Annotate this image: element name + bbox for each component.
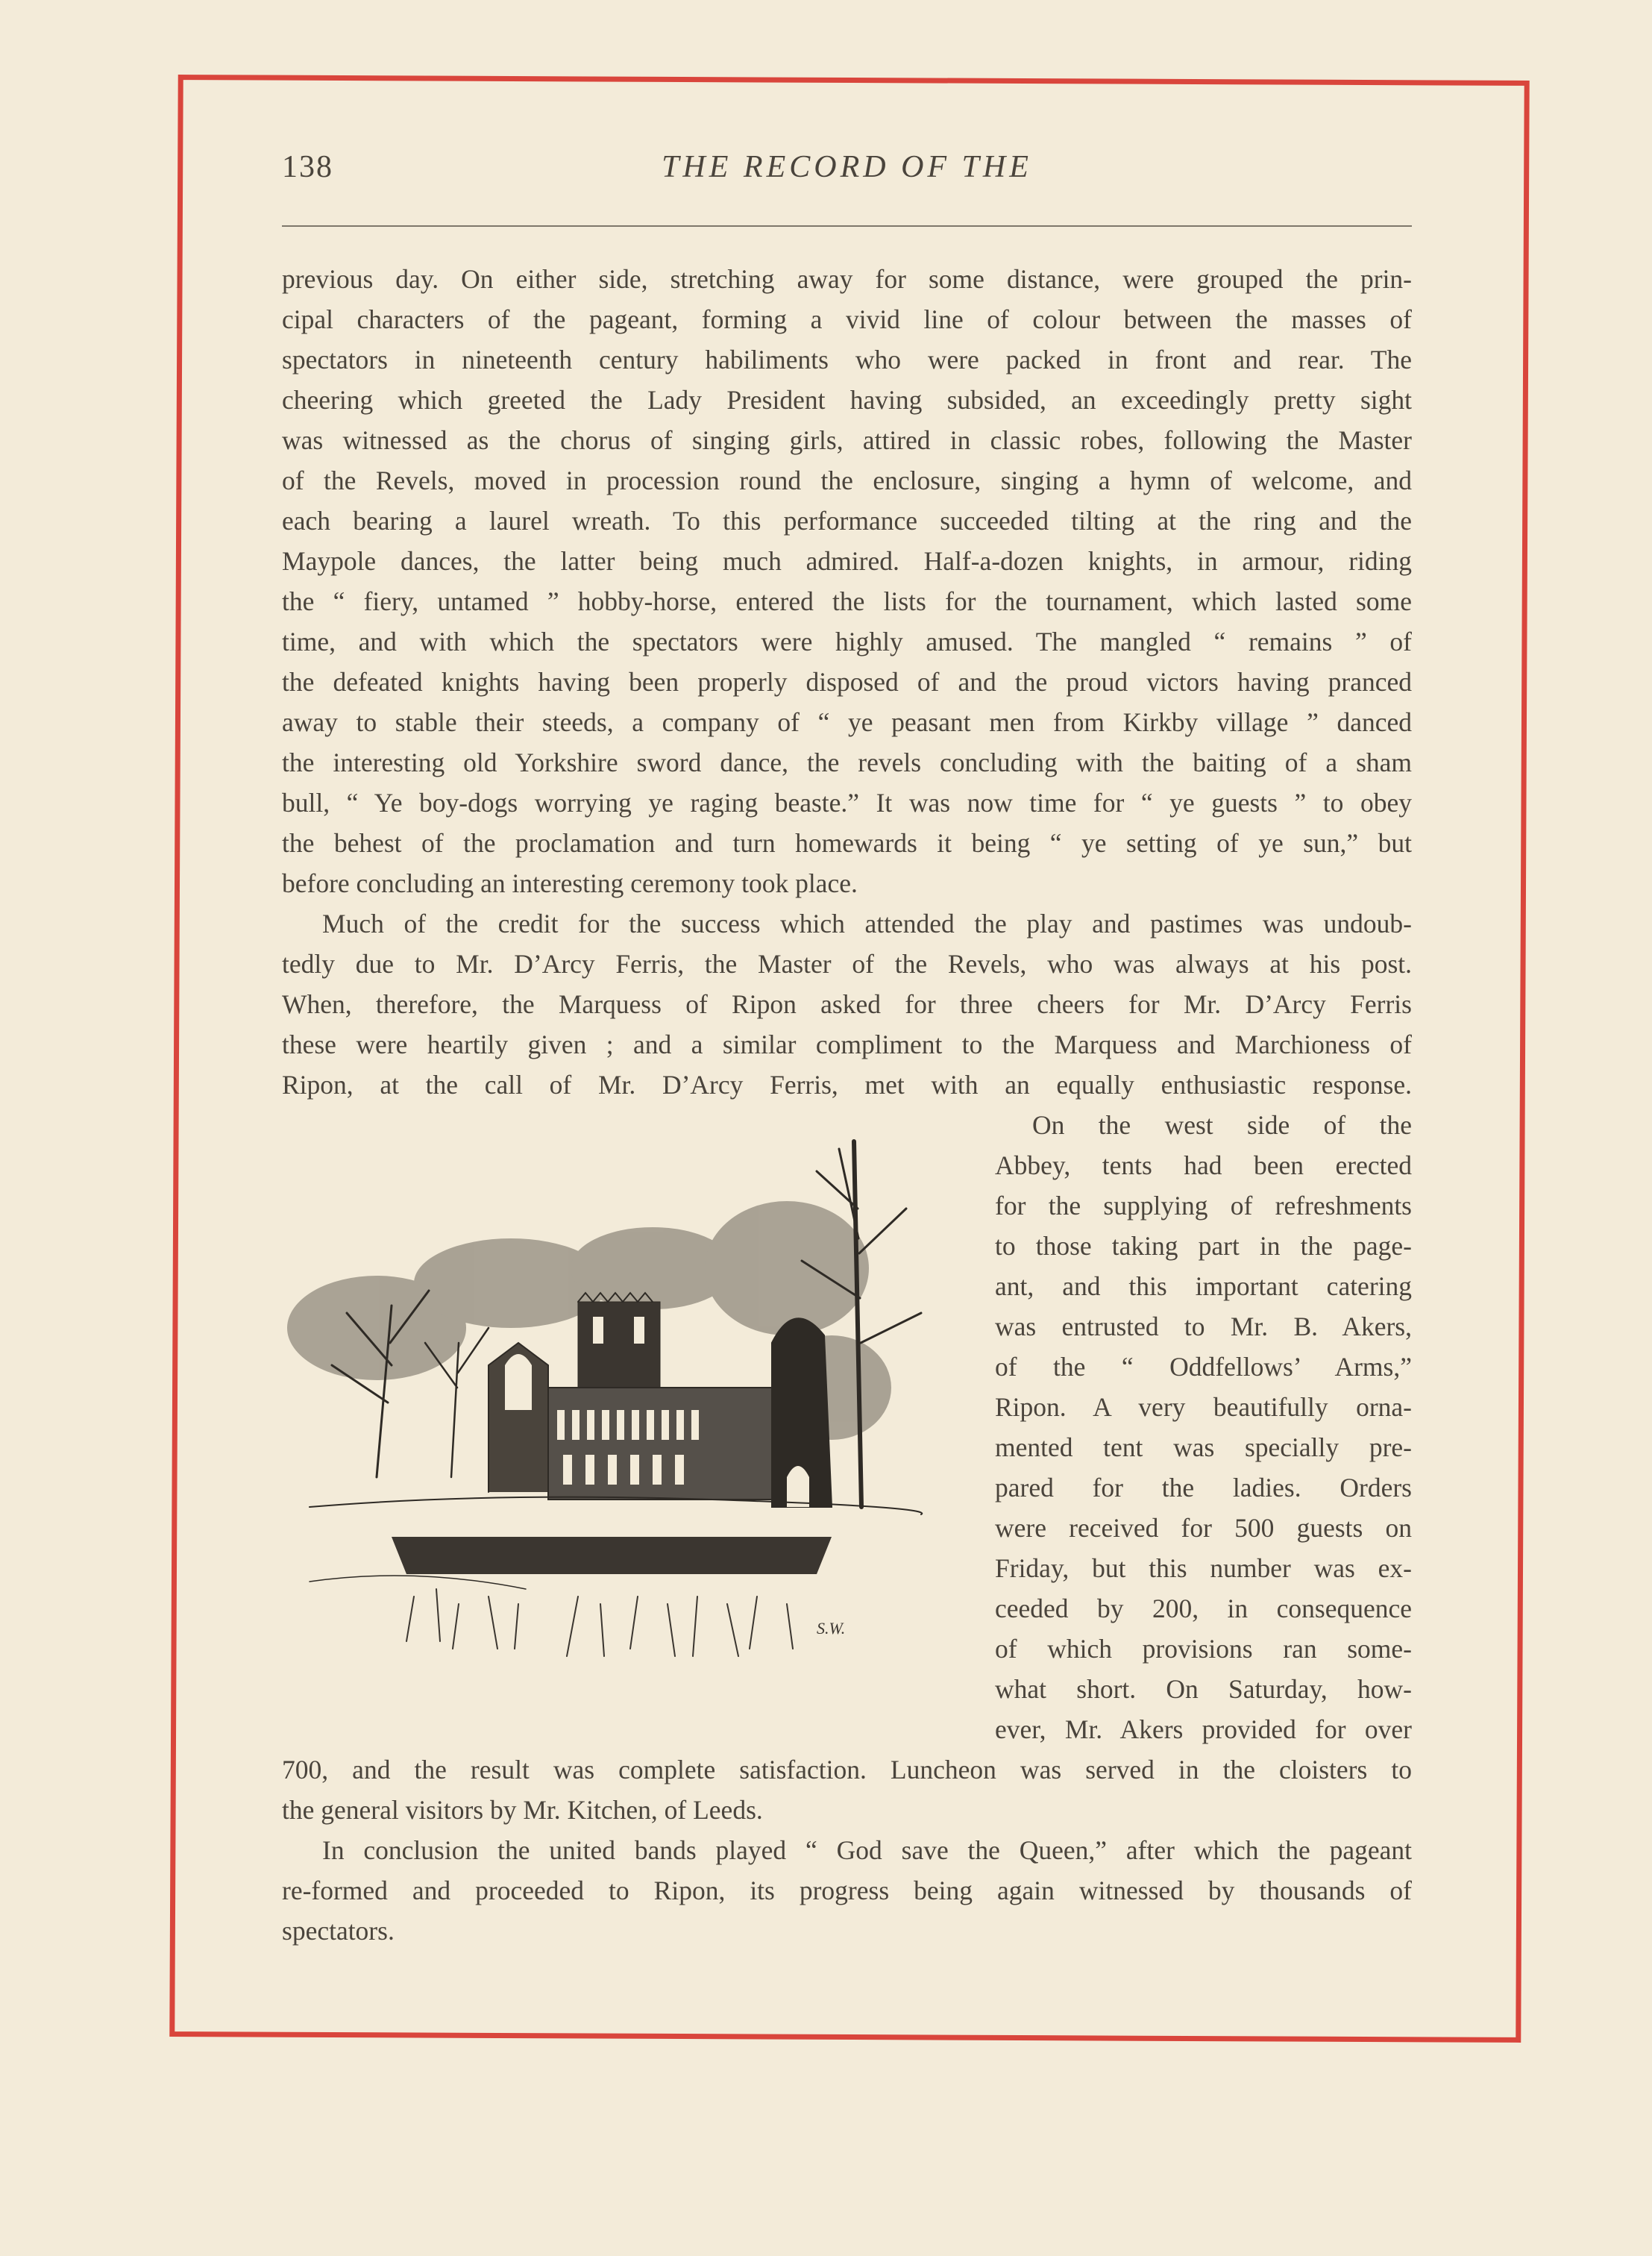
text-line: were received for 500 guests on — [995, 1513, 1412, 1543]
text-line: Abbey, tents had been erected — [995, 1150, 1412, 1180]
text-line: of the Revels, moved in procession round the enclosure, singing a hymn of welcome, and — [282, 466, 1412, 495]
text-line: spectators in nineteenth century habiliments who were packed in front and rear. The — [282, 345, 1412, 375]
text-line: When, therefore, the Marquess of Ripon asked for three cheers for Mr. D’Arcy Ferris — [282, 989, 1412, 1019]
text-line: spectators. — [282, 1916, 395, 1946]
text-line: the general visitors by Mr. Kitchen, of Leeds. — [282, 1795, 763, 1825]
text-line: In conclusion the united bands played “ God save the Queen,” after which the pageant — [322, 1835, 1412, 1865]
text-line: away to stable their steeds, a company of “ ye peasant men from Kirkby village ” danced — [282, 707, 1412, 737]
text-line: re-formed and proceeded to Ripon, its progress being again witnessed by thousands of — [282, 1876, 1412, 1905]
text-line: On the west side of the — [1032, 1110, 1412, 1140]
page-number: 138 — [282, 150, 333, 184]
text-line: tedly due to Mr. D’Arcy Ferris, the Master of the Revels, who was always at his post. — [282, 949, 1412, 979]
text-line: Friday, but this number was ex- — [995, 1553, 1412, 1583]
abbey-engraving — [265, 1119, 951, 1716]
text-line: was entrusted to Mr. B. Akers, — [995, 1312, 1412, 1341]
text-line: cheering which greeted the Lady President having subsided, an exceedingly pretty sight — [282, 385, 1412, 415]
text-line: Ripon, at the call of Mr. D’Arcy Ferris, met with an equally enthusiastic response. — [282, 1070, 1412, 1100]
text-line: these were heartily given ; and a similar compliment to the Marquess and Marchioness of — [282, 1030, 1412, 1059]
text-line: the defeated knights having been properly disposed of and the proud victors having pranced — [282, 667, 1412, 697]
text-line: before concluding an interesting ceremony took place. — [282, 868, 858, 898]
text-line: each bearing a laurel wreath. To this performance succeeded tilting at the ring and the — [282, 506, 1412, 536]
text-line: bull, “ Ye boy-dogs worrying ye raging beaste.” It was now time for “ ye guests ” to obey — [282, 788, 1412, 818]
text-line: Much of the credit for the success which attended the play and pastimes was undoub- — [322, 909, 1412, 939]
text-line: the behest of the proclamation and turn homewards it being “ ye setting of ye sun,” but — [282, 828, 1412, 858]
text-line: previous day. On either side, stretching away for some distance, were grouped the prin- — [282, 264, 1412, 294]
running-title: THE RECORD OF THE — [662, 150, 1032, 184]
text-line: mented tent was specially pre- — [995, 1432, 1412, 1462]
running-header — [282, 149, 1412, 194]
text-line: to those taking part in the page- — [995, 1231, 1412, 1261]
text-line: of the “ Oddfellows’ Arms,” — [995, 1352, 1412, 1382]
text-line: 700, and the result was complete satisfaction. Luncheon was served in the cloisters to — [282, 1755, 1412, 1785]
text-line: time, and with which the spectators were highly amused. The mangled “ remains ” of — [282, 627, 1412, 657]
text-line: Ripon. A very beautifully orna- — [995, 1392, 1412, 1422]
text-line: what short. On Saturday, how- — [995, 1674, 1412, 1704]
text-line: ceeded by 200, in consequence — [995, 1594, 1412, 1623]
header-rule — [282, 225, 1412, 227]
abbey-illustration — [265, 1119, 951, 1716]
text-line: ever, Mr. Akers provided for over — [995, 1714, 1412, 1744]
text-line: of which provisions ran some- — [995, 1634, 1412, 1664]
text-line: the “ fiery, untamed ” hobby-horse, entered the lists for the tournament, which lasted some — [282, 586, 1412, 616]
text-line: for the supplying of refreshments — [995, 1191, 1412, 1221]
text-line: pared for the ladies. Orders — [995, 1473, 1412, 1503]
text-line: ant, and this important catering — [995, 1271, 1412, 1301]
text-line: the interesting old Yorkshire sword dance, the revels concluding with the baiting of a sham — [282, 748, 1412, 777]
text-line: cipal characters of the pageant, forming a vivid line of colour between the masses of — [282, 304, 1412, 334]
illustration-signature: S.W. — [817, 1619, 846, 1638]
text-line: was witnessed as the chorus of singing girls, attired in classic robes, following the Master — [282, 425, 1412, 455]
text-line: Maypole dances, the latter being much admired. Half-a-dozen knights, in armour, riding — [282, 546, 1412, 576]
